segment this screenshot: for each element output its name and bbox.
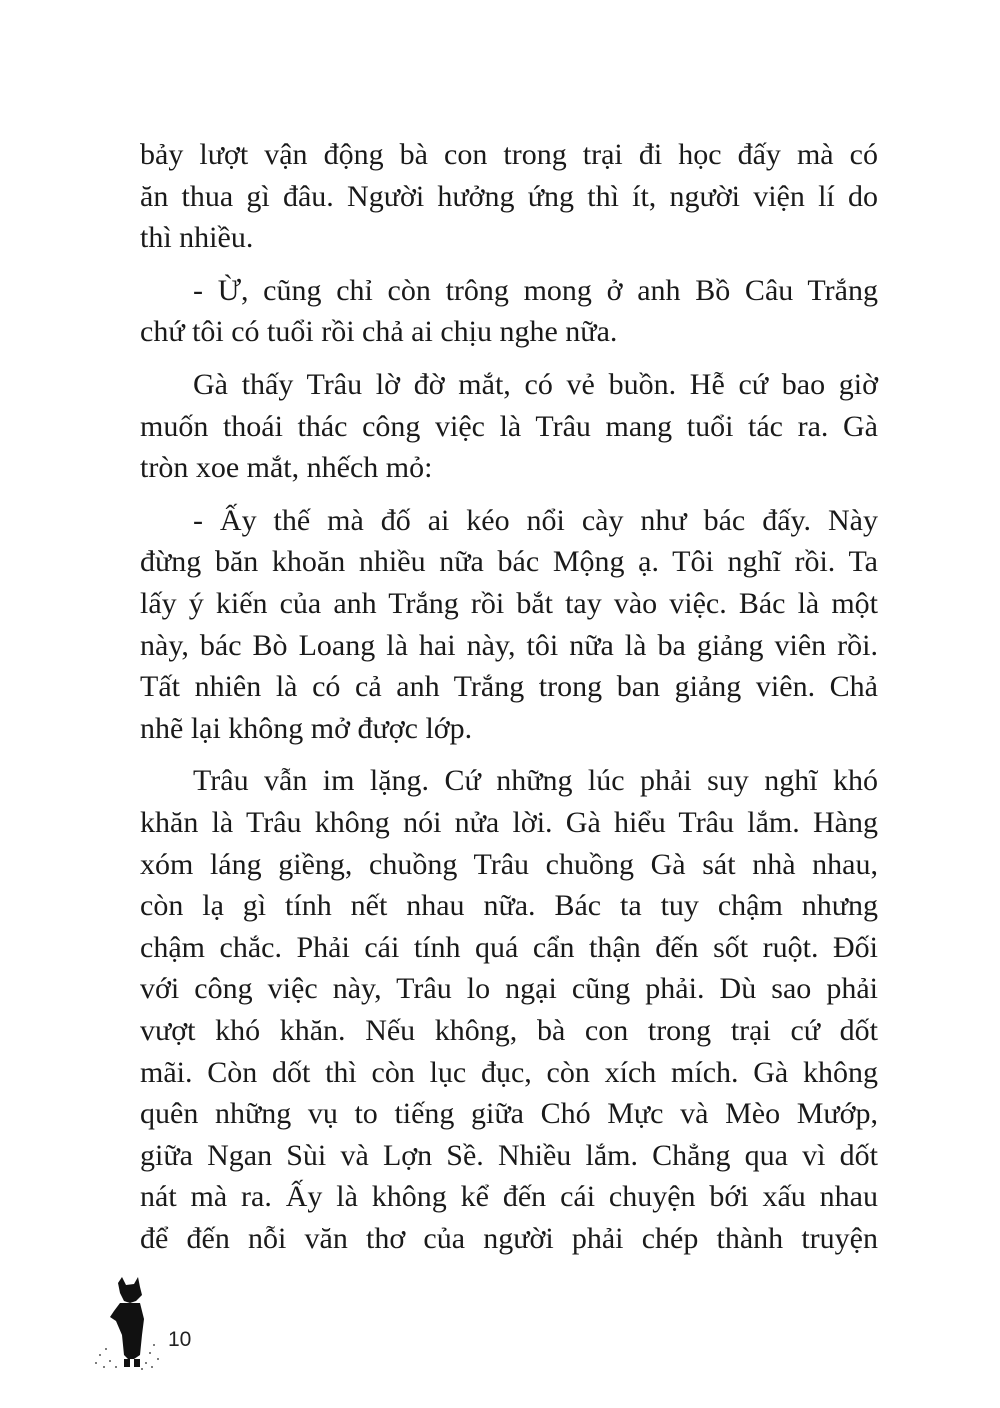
- text-line: nát mà ra. Ấy là không kể đến cái chuyện bới xấu nhau: [140, 1180, 878, 1214]
- text-line: chậm chắc. Phải cái tính quá cẩn thận đến sốt ruột. Đối: [140, 930, 878, 964]
- text-line: xóm láng giềng, chuồng Trâu chuồng Gà sát nhà nhau,: [140, 847, 878, 881]
- text-line: còn lạ gì tính nết nhau nữa. Bác ta tuy chậm nhưng: [140, 889, 878, 923]
- text-line: để đến nỗi văn thơ của người phải chép thành truyện: [140, 1222, 878, 1255]
- text-line: muốn thoái thác công việc là Trâu mang tuổi tác ra. Gà: [140, 409, 878, 443]
- text-line: mãi. Còn dốt thì còn lục đục, còn xích mích. Gà không: [140, 1055, 878, 1089]
- cat-figure-icon: [80, 1275, 170, 1375]
- text-line: Trâu vẫn im lặng. Cứ những lúc phải suy nghĩ khó: [193, 764, 878, 798]
- text-line: - Ấy thế mà đố ai kéo nổi cày như bác đấy. Này: [193, 503, 878, 537]
- text-line: ăn thua gì đâu. Người hưởng ứng thì ít, người viện lí do: [140, 179, 878, 213]
- text-line: giữa Ngan Sùi và Lợn Sề. Nhiều lắm. Chẳng qua vì dốt: [140, 1138, 878, 1172]
- text-line: Gà thấy Trâu lờ đờ mắt, có vẻ buồn. Hễ cứ bao giờ: [193, 368, 878, 401]
- text-line: chứ tôi có tuổi rồi chả ai chịu nghe nữa.: [140, 315, 618, 349]
- text-line: Tất nhiên là có cả anh Trắng trong ban giảng viên. Chả: [140, 670, 878, 704]
- text-line: nhẽ lại không mở được lớp.: [140, 711, 473, 745]
- text-line: thì nhiều.: [140, 221, 254, 255]
- page-number: 10: [168, 1328, 192, 1351]
- text-line: bảy lượt vận động bà con trong trại đi học đấy mà có: [140, 138, 878, 171]
- text-line: khăn là Trâu không nói nửa lời. Gà hiểu Trâu lắm. Hàng: [140, 806, 878, 839]
- text-line: này, bác Bò Loang là hai này, tôi nữa là ba giảng viên rồi.: [140, 628, 878, 662]
- text-line: với công việc này, Trâu lo ngại cũng phải. Dù sao phải: [140, 972, 878, 1006]
- text-line: tròn xoe mắt, nhếch mỏ:: [140, 451, 433, 485]
- text-line: quên những vụ to tiếng giữa Chó Mực và Mèo Mướp,: [140, 1097, 878, 1131]
- text-line: vượt khó khăn. Nếu không, bà con trong trại cứ dốt: [140, 1014, 878, 1047]
- text-line: - Ừ, cũng chỉ còn trông mong ở anh Bồ Câu Trắng: [193, 273, 878, 307]
- text-line: đừng băn khoăn nhiều nữa bác Mộng ạ. Tôi nghĩ rồi. Ta: [140, 545, 878, 579]
- text-line: lấy ý kiến của anh Trắng rồi bắt tay vào việc. Bác là một: [140, 587, 878, 620]
